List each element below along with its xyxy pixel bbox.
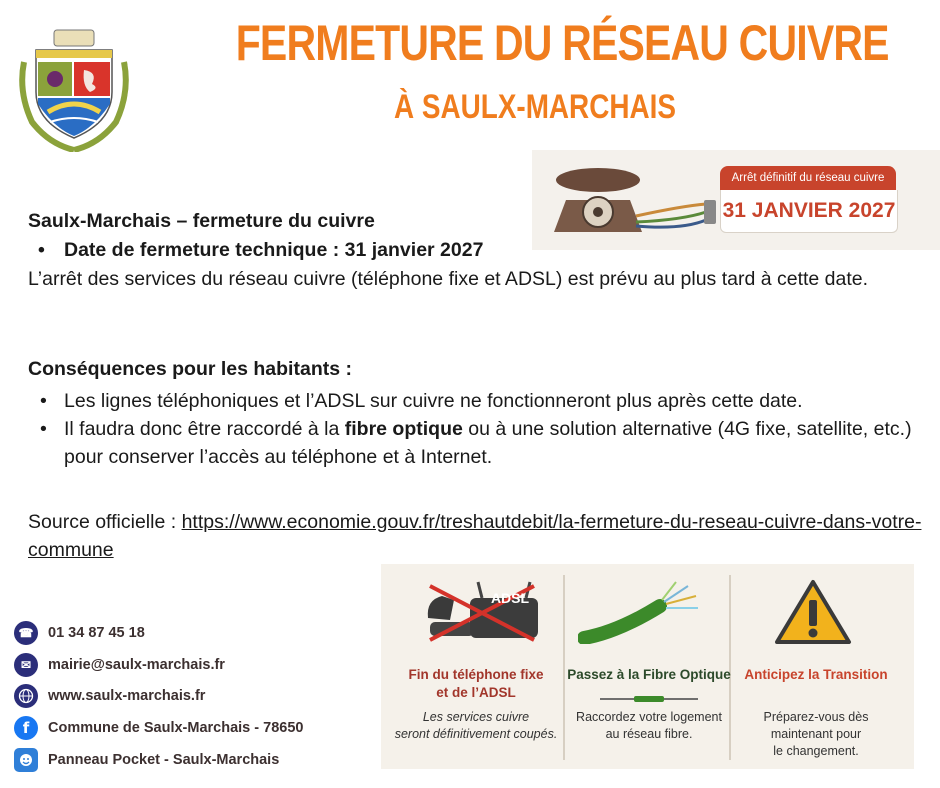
fibre-cable-icon: [578, 580, 718, 644]
page-subtitle: À SAULX-MARCHAIS: [394, 88, 676, 126]
section1-title: Saulx-Marchais – fermeture du cuivre: [28, 210, 375, 232]
page-title: FERMETURE DU RÉSEAU CUIVRE: [235, 15, 889, 71]
closure-date-badge: 31 JANVIER 2027: [720, 190, 898, 233]
source-link[interactable]: https://www.economie.gouv.fr/treshautdebit/la-fermeture-du-reseau-cuivre-dans-votre-commune: [28, 511, 922, 561]
globe-icon: [14, 684, 38, 708]
source-line: [28, 508, 933, 564]
info-col1-title: Fin du téléphone fixe et de l’ADSL: [408, 667, 544, 700]
adsl-badge: ADSL: [490, 590, 530, 606]
source-label: Source officielle :: [28, 511, 182, 533]
contact-email[interactable]: ✉ mairie@saulx-marchais.fr: [14, 653, 225, 677]
contact-website[interactable]: www.saulx-marchais.fr: [14, 684, 205, 708]
consequences-list: [38, 387, 928, 471]
info-col3-title: Anticipez la Transition: [744, 667, 888, 682]
info-col3-text: Préparez-vous dès maintenant pour le changement.: [763, 710, 869, 758]
section1-paragraph: L’arrêt des services du réseau cuivre (téléphone fixe et ADSL) est prévu au plus tard à cette date.: [28, 268, 869, 290]
info-col2-text: Raccordez votre logement au réseau fibre.: [576, 710, 722, 741]
phone-icon: ☎: [14, 621, 38, 645]
contact-phone[interactable]: ☎ 01 34 87 45 18: [14, 621, 145, 645]
closure-date-bullet: • Date de fermeture technique : 31 janvier 2027: [38, 239, 484, 261]
list-item: • Il faudra donc être raccordé à la fibre optique ou à une solution alternative (4G fixe, satellite, etc.) pour conserver l’accès au téléphone et à Internet.: [38, 415, 928, 471]
panneau-pocket-icon: [14, 748, 38, 772]
contact-panneau-pocket[interactable]: Panneau Pocket - Saulx-Marchais: [14, 748, 279, 772]
info-col2-title: Passez à la Fibre Optique: [567, 667, 731, 682]
calendar-banner: Arrêt définitif du réseau cuivre: [720, 166, 896, 190]
section2-title: Conséquences pour les habitants :: [28, 358, 352, 380]
mail-icon: ✉: [14, 653, 38, 677]
fibre-highlight: fibre optique: [344, 418, 463, 440]
facebook-icon: f: [14, 716, 38, 740]
warning-icon: [773, 578, 853, 648]
municipal-crest: [14, 22, 134, 152]
info-col1-text: Les services cuivre seront définitivement coupés.: [394, 710, 558, 741]
contact-facebook[interactable]: f Commune de Saulx-Marchais - 78650: [14, 716, 303, 740]
fibre-connector-icon: [600, 690, 698, 698]
closure-date-text: Date de fermeture technique : 31 janvier 2027: [64, 239, 484, 261]
list-item: • Les lignes téléphoniques et l’ADSL sur cuivre ne fonctionneront plus après cette date.: [38, 387, 928, 415]
